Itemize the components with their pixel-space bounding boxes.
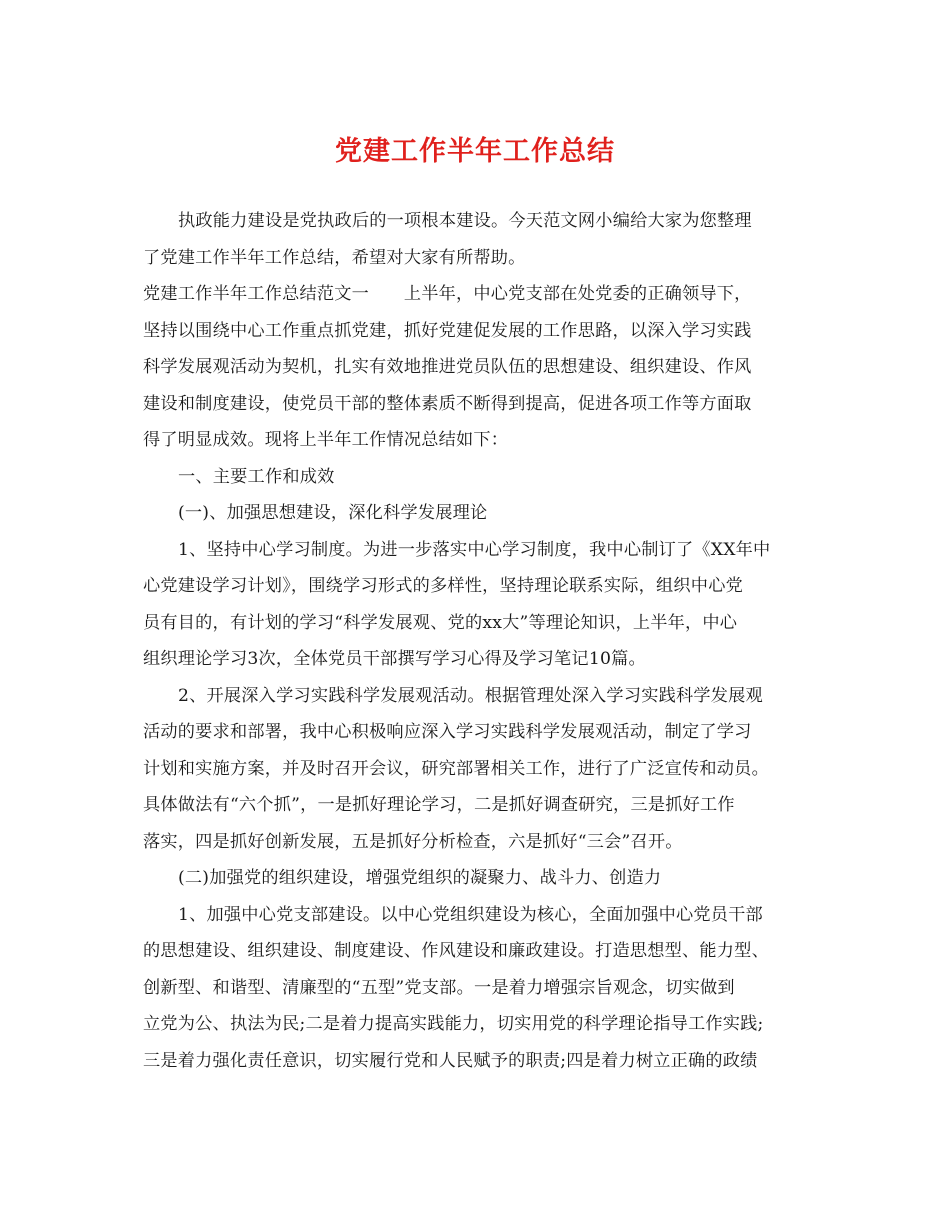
text-line: (二)加强党的组织建设，增强党组织的凝聚力、战斗力、创造力 bbox=[178, 868, 662, 888]
text-line: 具体做法有“六个抓”，一是抓好理论学习，二是抓好调查研究，三是抓好工作 bbox=[143, 795, 735, 815]
text-line: 组织理论学习3次，全体党员干部撰写学习心得及学习笔记10篇。 bbox=[143, 649, 646, 669]
text-line: 立党为公、执法为民;二是着力提高实践能力，切实用党的科学理论指导工作实践; bbox=[143, 1014, 764, 1034]
text-line: 党建工作半年工作总结范文一 上半年，中心党支部在处党委的正确领导下， bbox=[143, 284, 752, 304]
text-line: 1、坚持中心学习制度。为进一步落实中心学习制度，我中心制订了《XX年中 bbox=[178, 539, 771, 560]
text-line: (一)、加强思想建设，深化科学发展理论 bbox=[178, 503, 488, 523]
text-line: 的思想建设、组织建设、制度建设、作风建设和廉政建设。打造思想型、能力型、 bbox=[143, 941, 769, 961]
text-line: 了党建工作半年工作总结，希望对大家有所帮助。 bbox=[143, 247, 526, 268]
text-line: 创新型、和谐型、清廉型的“五型”党支部。一是着力增强宗旨观念，切实做到 bbox=[143, 977, 735, 998]
text-line: 坚持以围绕中心工作重点抓党建，抓好党建促发展的工作思路，以深入学习实践 bbox=[143, 320, 752, 341]
document-title: 党建工作半年工作总结 bbox=[335, 136, 615, 167]
text-line: 心党建设学习计划》，围绕学习形式的多样性，坚持理论联系实际，组织中心党 bbox=[143, 576, 743, 596]
text-line: 建设和制度建设，使党员干部的整体素质不断得到提高，促进各项工作等方面取 bbox=[143, 393, 752, 414]
text-line: 科学发展观活动为契机，扎实有效地推进党员队伍的思想建设、组织建设、作风 bbox=[143, 357, 752, 377]
text-line: 得了明显成效。现将上半年工作情况总结如下： bbox=[143, 430, 509, 450]
text-line: 1、加强中心党支部建设。以中心党组织建设为核心，全面加强中心党员干部 bbox=[178, 904, 763, 925]
text-line: 计划和实施方案，并及时召开会议，研究部署相关工作，进行了广泛宣传和动员。 bbox=[143, 758, 769, 779]
text-line: 活动的要求和部署，我中心积极响应深入学习实践科学发展观活动，制定了学习 bbox=[143, 722, 752, 742]
text-line: 落实，四是抓好创新发展，五是抓好分析检查，六是抓好“三会”召开。 bbox=[143, 831, 683, 852]
text-line: 员有目的，有计划的学习“科学发展观、党的xx大”等理论知识，上半年，中心 bbox=[143, 612, 738, 633]
text-line: 2、开展深入学习实践科学发展观活动。根据管理处深入学习实践科学发展观 bbox=[178, 685, 763, 706]
text-line: 一、主要工作和成效 bbox=[178, 466, 335, 487]
document-body bbox=[143, 203, 813, 1079]
text-line: 执政能力建设是党执政后的一项根本建设。今天范文网小编给大家为您整理 bbox=[178, 211, 752, 231]
text-line: 三是着力强化责任意识，切实履行党和人民赋予的职责;四是着力树立正确的政绩 bbox=[143, 1050, 758, 1071]
